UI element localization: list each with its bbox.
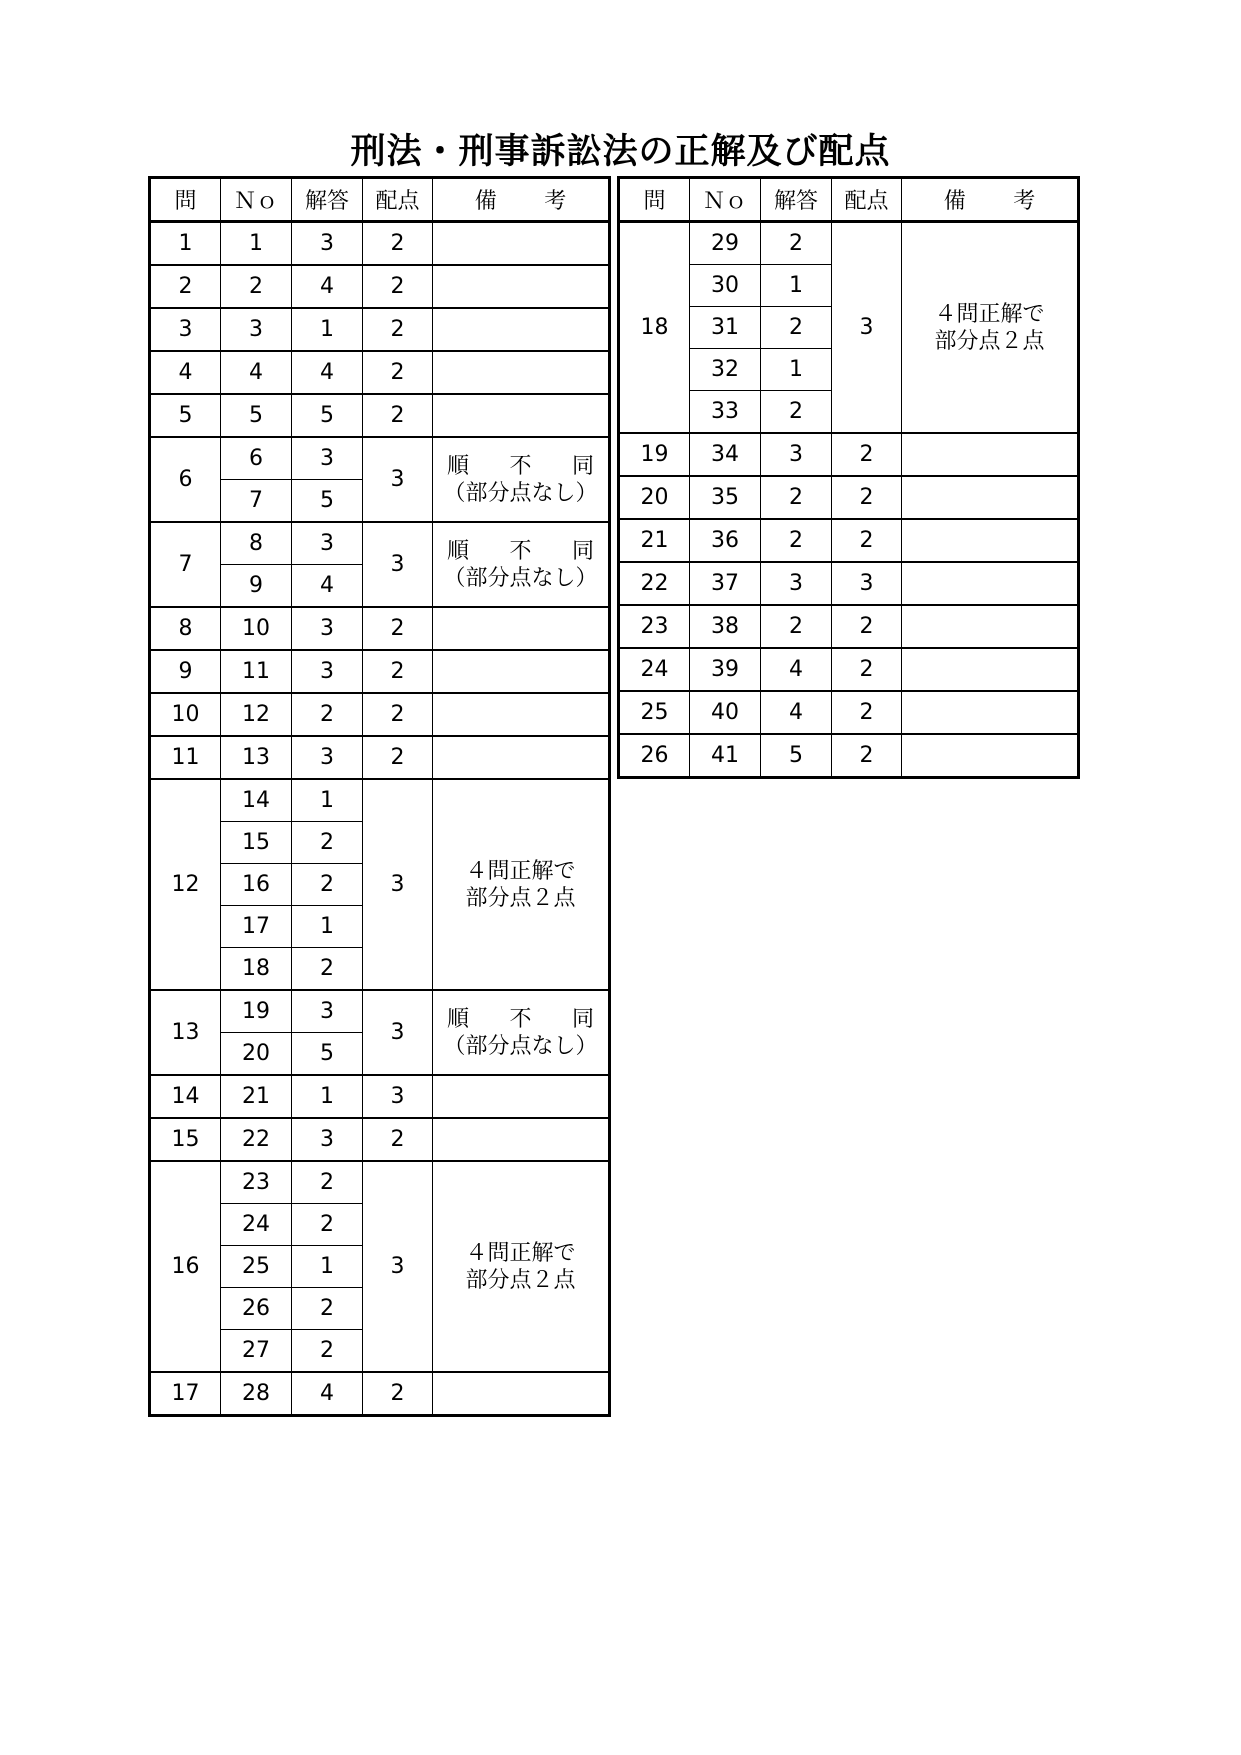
remarks-cell — [433, 1075, 610, 1118]
question-group — [619, 222, 1079, 434]
correct-answer: 1 — [761, 349, 832, 391]
answer-number: 16 — [221, 864, 292, 906]
header-remarks — [902, 178, 1079, 222]
correct-answer: 1 — [761, 265, 832, 307]
question-group — [619, 605, 1079, 648]
points-value: 2 — [832, 433, 902, 476]
header-row — [619, 178, 1079, 222]
remarks-cell — [902, 476, 1079, 519]
table-row — [619, 222, 1079, 265]
header-number: Ｎｏ — [221, 178, 292, 222]
question-number: 15 — [150, 1118, 221, 1161]
answer-number: 32 — [690, 349, 761, 391]
correct-answer: 3 — [292, 650, 363, 693]
table-row — [150, 607, 610, 650]
remarks-cell — [433, 1372, 610, 1416]
correct-answer: 3 — [292, 522, 363, 565]
table-row — [150, 990, 610, 1033]
correct-answer: 2 — [292, 1161, 363, 1204]
question-number: 10 — [150, 693, 221, 736]
question-group — [150, 222, 610, 266]
header-points: 配点 — [363, 178, 433, 222]
correct-answer: 3 — [761, 562, 832, 605]
correct-answer: 2 — [761, 605, 832, 648]
header-row — [150, 178, 610, 222]
answer-number: 37 — [690, 562, 761, 605]
question-number: 12 — [150, 779, 221, 990]
answer-number: 26 — [221, 1288, 292, 1330]
partial-credit-line-1: ４問正解で — [465, 858, 576, 884]
points-value: 2 — [832, 519, 902, 562]
header-remarks-char2: 考 — [1013, 189, 1036, 214]
correct-answer: 2 — [292, 1288, 363, 1330]
remarks-cell — [433, 736, 610, 779]
answer-number: 6 — [221, 437, 292, 480]
points-value: 2 — [363, 650, 433, 693]
remarks-cell — [433, 607, 610, 650]
order-char-1: 順 — [447, 1006, 470, 1032]
partial-credit-line-1: ４問正解で — [934, 301, 1045, 327]
remarks-cell — [433, 394, 610, 437]
correct-answer: 1 — [292, 906, 363, 948]
question-number: 17 — [150, 1372, 221, 1416]
points-value: 3 — [363, 522, 433, 607]
correct-answer: 3 — [292, 607, 363, 650]
no-partial-credit-note: （部分点なし） — [443, 565, 598, 591]
header-remarks-char1: 備 — [943, 189, 966, 214]
header-remarks-char1: 備 — [474, 189, 497, 214]
question-group — [150, 308, 610, 351]
order-independent-note — [433, 453, 608, 480]
correct-answer: 2 — [292, 693, 363, 736]
answer-number: 2 — [221, 265, 292, 308]
answer-number: 35 — [690, 476, 761, 519]
question-number: 1 — [150, 222, 221, 266]
answer-number: 20 — [221, 1033, 292, 1076]
question-number: 7 — [150, 522, 221, 607]
correct-answer: 5 — [292, 1033, 363, 1076]
header-points: 配点 — [832, 178, 902, 222]
table-row — [150, 736, 610, 779]
header-remarks-char2: 考 — [544, 189, 567, 214]
points-value: 3 — [363, 990, 433, 1075]
remarks-cell — [902, 562, 1079, 605]
question-number: 4 — [150, 351, 221, 394]
correct-answer: 2 — [761, 476, 832, 519]
question-number: 14 — [150, 1075, 221, 1118]
question-group — [150, 437, 610, 522]
question-number: 23 — [619, 605, 690, 648]
correct-answer: 1 — [292, 779, 363, 822]
correct-answer: 3 — [292, 736, 363, 779]
order-char-3: 同 — [571, 1006, 594, 1032]
points-value: 2 — [832, 734, 902, 778]
answer-number: 23 — [221, 1161, 292, 1204]
answer-number: 25 — [221, 1246, 292, 1288]
table-row — [150, 1118, 610, 1161]
answer-number: 28 — [221, 1372, 292, 1416]
question-group — [150, 1372, 610, 1416]
question-group — [150, 265, 610, 308]
correct-answer: 2 — [292, 864, 363, 906]
answer-number: 33 — [690, 391, 761, 434]
order-independent-note — [433, 1006, 608, 1033]
points-value: 2 — [832, 691, 902, 734]
answer-number: 41 — [690, 734, 761, 778]
table-row — [619, 476, 1079, 519]
correct-answer: 2 — [292, 822, 363, 864]
question-group — [619, 734, 1079, 778]
table-row — [150, 394, 610, 437]
answer-number: 22 — [221, 1118, 292, 1161]
question-number: 16 — [150, 1161, 221, 1372]
table-row — [150, 522, 610, 565]
question-group — [619, 691, 1079, 734]
question-group — [150, 1161, 610, 1372]
table-row — [619, 433, 1079, 476]
question-group — [150, 650, 610, 693]
header-question: 問 — [619, 178, 690, 222]
question-number: 25 — [619, 691, 690, 734]
remarks-cell — [902, 222, 1079, 434]
table-row — [150, 308, 610, 351]
remarks-cell — [433, 351, 610, 394]
remarks-cell — [433, 437, 610, 522]
remarks-cell — [433, 990, 610, 1075]
table-row — [150, 650, 610, 693]
answer-number: 1 — [221, 222, 292, 266]
remarks-cell — [902, 433, 1079, 476]
question-group — [150, 351, 610, 394]
question-number: 18 — [619, 222, 690, 434]
answer-number: 7 — [221, 480, 292, 523]
correct-answer: 3 — [292, 437, 363, 480]
points-value: 3 — [832, 562, 902, 605]
question-number: 9 — [150, 650, 221, 693]
answer-number: 5 — [221, 394, 292, 437]
correct-answer: 5 — [292, 394, 363, 437]
table-row — [150, 693, 610, 736]
table-row — [619, 562, 1079, 605]
partial-credit-line-2: 部分点２点 — [934, 328, 1045, 354]
points-value: 2 — [363, 394, 433, 437]
points-value: 3 — [832, 222, 902, 434]
question-group — [150, 1118, 610, 1161]
table-row — [619, 734, 1079, 778]
question-number: 22 — [619, 562, 690, 605]
answer-number: 21 — [221, 1075, 292, 1118]
table-row — [619, 519, 1079, 562]
order-char-1: 順 — [447, 538, 470, 564]
remarks-cell — [433, 222, 610, 266]
answer-number: 34 — [690, 433, 761, 476]
header-remarks — [433, 178, 610, 222]
answer-number: 9 — [221, 565, 292, 608]
no-partial-credit-note: （部分点なし） — [443, 1033, 598, 1059]
answer-number: 8 — [221, 522, 292, 565]
remarks-cell — [433, 308, 610, 351]
correct-answer: 4 — [292, 265, 363, 308]
points-value: 2 — [363, 607, 433, 650]
points-value: 2 — [363, 351, 433, 394]
header-answer: 解答 — [761, 178, 832, 222]
table-row — [619, 648, 1079, 691]
points-value: 2 — [363, 1372, 433, 1416]
answer-number: 30 — [690, 265, 761, 307]
answer-table-left — [148, 176, 611, 1417]
answer-number: 39 — [690, 648, 761, 691]
question-group — [619, 476, 1079, 519]
question-number: 2 — [150, 265, 221, 308]
points-value: 3 — [363, 1075, 433, 1118]
table-row — [150, 1161, 610, 1204]
remarks-cell — [902, 648, 1079, 691]
correct-answer: 2 — [761, 391, 832, 434]
answer-number: 15 — [221, 822, 292, 864]
table-row — [150, 1372, 610, 1416]
question-group — [619, 562, 1079, 605]
question-number: 11 — [150, 736, 221, 779]
order-independent-note — [433, 538, 608, 565]
answer-number: 4 — [221, 351, 292, 394]
question-group — [150, 1075, 610, 1118]
table-row — [619, 691, 1079, 734]
correct-answer: 3 — [292, 990, 363, 1033]
table-row — [150, 265, 610, 308]
question-group — [150, 779, 610, 990]
question-group — [619, 648, 1079, 691]
remarks-cell — [902, 691, 1079, 734]
correct-answer: 4 — [761, 691, 832, 734]
remarks-cell — [433, 650, 610, 693]
question-number: 13 — [150, 990, 221, 1075]
question-number: 24 — [619, 648, 690, 691]
points-value: 2 — [363, 1118, 433, 1161]
question-number: 19 — [619, 433, 690, 476]
correct-answer: 5 — [761, 734, 832, 778]
question-number: 8 — [150, 607, 221, 650]
question-number: 20 — [619, 476, 690, 519]
question-group — [150, 990, 610, 1075]
question-number: 5 — [150, 394, 221, 437]
order-char-3: 同 — [571, 538, 594, 564]
answer-number: 40 — [690, 691, 761, 734]
remarks-cell — [433, 1118, 610, 1161]
points-value: 2 — [832, 605, 902, 648]
correct-answer: 3 — [292, 1118, 363, 1161]
table-row — [150, 779, 610, 822]
remarks-cell — [433, 693, 610, 736]
correct-answer: 4 — [292, 351, 363, 394]
answer-number: 18 — [221, 948, 292, 991]
order-char-2: 不 — [509, 538, 532, 564]
question-group — [150, 394, 610, 437]
question-group — [150, 607, 610, 650]
header-answer: 解答 — [292, 178, 363, 222]
question-group — [150, 522, 610, 607]
question-number: 6 — [150, 437, 221, 522]
correct-answer: 4 — [292, 1372, 363, 1416]
table-row — [150, 222, 610, 266]
answer-number: 29 — [690, 222, 761, 265]
answer-number: 19 — [221, 990, 292, 1033]
answer-number: 11 — [221, 650, 292, 693]
question-group — [150, 693, 610, 736]
answer-number: 14 — [221, 779, 292, 822]
answer-number: 36 — [690, 519, 761, 562]
remarks-cell — [433, 779, 610, 990]
correct-answer: 1 — [292, 1075, 363, 1118]
answer-number: 17 — [221, 906, 292, 948]
answer-number: 12 — [221, 693, 292, 736]
correct-answer: 2 — [292, 1330, 363, 1373]
answer-number: 3 — [221, 308, 292, 351]
table-row — [619, 605, 1079, 648]
correct-answer: 2 — [761, 307, 832, 349]
correct-answer: 4 — [761, 648, 832, 691]
points-value: 2 — [832, 476, 902, 519]
points-value: 2 — [363, 265, 433, 308]
answer-number: 31 — [690, 307, 761, 349]
answer-number: 10 — [221, 607, 292, 650]
correct-answer: 2 — [292, 948, 363, 991]
answer-number: 38 — [690, 605, 761, 648]
points-value: 2 — [832, 648, 902, 691]
order-char-2: 不 — [509, 1006, 532, 1032]
correct-answer: 1 — [292, 1246, 363, 1288]
question-group — [619, 433, 1079, 476]
question-number: 3 — [150, 308, 221, 351]
table-row — [150, 351, 610, 394]
correct-answer: 3 — [761, 433, 832, 476]
correct-answer: 4 — [292, 565, 363, 608]
answer-number: 27 — [221, 1330, 292, 1373]
question-group — [619, 519, 1079, 562]
remarks-cell — [902, 734, 1079, 778]
table-row — [150, 437, 610, 480]
correct-answer: 1 — [292, 308, 363, 351]
order-char-3: 同 — [571, 453, 594, 479]
order-char-2: 不 — [509, 453, 532, 479]
partial-credit-line-1: ４問正解で — [465, 1240, 576, 1266]
correct-answer: 5 — [292, 480, 363, 523]
remarks-cell — [902, 605, 1079, 648]
question-group — [150, 736, 610, 779]
points-value: 2 — [363, 222, 433, 266]
header-number: Ｎｏ — [690, 178, 761, 222]
points-value: 2 — [363, 308, 433, 351]
order-char-1: 順 — [447, 453, 470, 479]
partial-credit-line-2: 部分点２点 — [465, 1267, 576, 1293]
partial-credit-line-2: 部分点２点 — [465, 885, 576, 911]
points-value: 3 — [363, 1161, 433, 1372]
answer-number: 24 — [221, 1204, 292, 1246]
question-number: 21 — [619, 519, 690, 562]
remarks-cell — [433, 265, 610, 308]
correct-answer: 2 — [292, 1204, 363, 1246]
remarks-cell — [433, 1161, 610, 1372]
points-value: 3 — [363, 779, 433, 990]
correct-answer: 3 — [292, 222, 363, 266]
points-value: 2 — [363, 736, 433, 779]
remarks-cell — [433, 522, 610, 607]
answer-number: 13 — [221, 736, 292, 779]
correct-answer: 2 — [761, 519, 832, 562]
header-question: 問 — [150, 178, 221, 222]
points-value: 2 — [363, 693, 433, 736]
question-number: 26 — [619, 734, 690, 778]
points-value: 3 — [363, 437, 433, 522]
correct-answer: 2 — [761, 222, 832, 265]
answer-table-right — [617, 176, 1080, 779]
page-title: 刑法・刑事訴訟法の正解及び配点 — [350, 132, 891, 172]
table-row — [150, 1075, 610, 1118]
remarks-cell — [902, 519, 1079, 562]
no-partial-credit-note: （部分点なし） — [443, 480, 598, 506]
